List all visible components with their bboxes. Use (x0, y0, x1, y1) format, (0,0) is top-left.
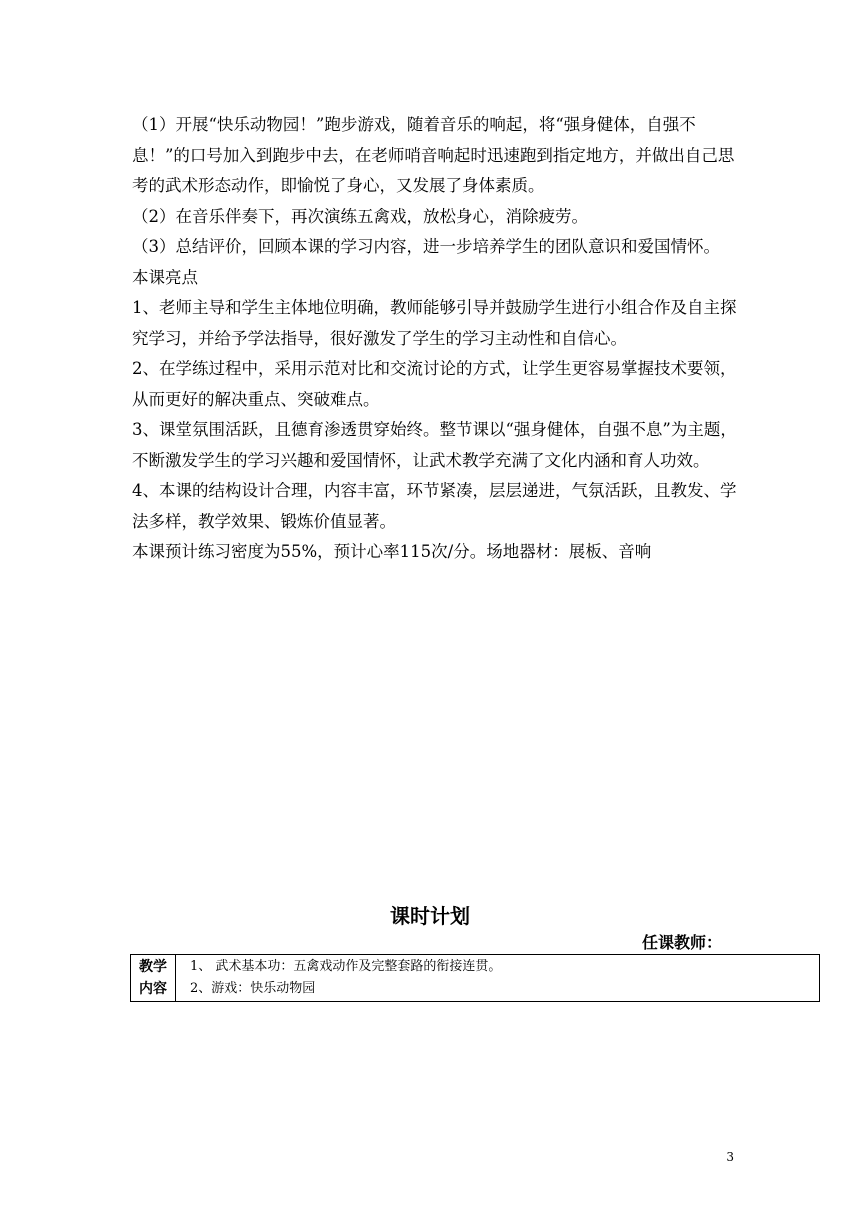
teaching-content-cell (176, 955, 820, 1002)
highlight-item-2: 2、在学练过程中，采用示范对比和交流讨论的方式，让学生更容易掌握技术要领，从而更好的解决重点、突破难点。 (132, 359, 737, 409)
section-heading-highlights: 本课亮点 (132, 267, 198, 287)
lesson-plan-title: 课时计划 (390, 904, 470, 928)
highlight-item-1: 1、老师主导和学生主体地位明确，教师能够引导并鼓励学生进行小组合作及自主探究学习，并给予学法指导，很好激发了学生的学习主动性和自信心。 (132, 298, 737, 348)
paragraph-game-activity: （1）开展“快乐动物园！”跑步游戏，随着音乐的响起，将“强身健体，自强不息！”的口号加入到跑步中去，在老师哨音响起时迅速跑到指定地方，并做出自己思考的武术形态动作，即愉悦了身心，又发展了身体素质。 (132, 115, 735, 195)
label-line-2: 内容 (139, 981, 167, 997)
lesson-plan-table (130, 954, 820, 1002)
page-number: 3 (726, 1150, 734, 1164)
exercise-density-note: 本课预计练习密度为55%，预计心率115次/分。场地器材：展板、音响 (132, 542, 652, 561)
table-row (131, 955, 820, 1002)
body-text (132, 110, 742, 568)
highlight-item-3: 3、课堂氛围活跃，且德育渗透贯穿始终。整节课以“强身健体，自强不息”为主题，不断激发学生的学习兴趣和爱国情怀，让武术教学充满了文化内涵和育人功效。 (132, 420, 737, 470)
content-item-1: 1、 武术基本功：五禽戏动作及完整套路的衔接连贯。 (190, 959, 502, 974)
content-item-2: 2、游戏：快乐动物园 (190, 981, 316, 996)
paragraph-summary: （3）总结评价，回顾本课的学习内容，进一步培养学生的团队意识和爱国情怀。 (132, 237, 720, 256)
teaching-content-label (131, 955, 176, 1002)
paragraph-relaxation: （2）在音乐伴奏下，再次演练五禽戏，放松身心，消除疲劳。 (132, 206, 588, 226)
teacher-label: 任课教师： (642, 933, 723, 952)
label-line-1: 教学 (139, 959, 167, 975)
highlight-item-4: 4、本课的结构设计合理，内容丰富，环节紧凑，层层递进，气氛活跃，且教发、学法多样，教学效果、锻炼价值显著。 (132, 481, 737, 531)
